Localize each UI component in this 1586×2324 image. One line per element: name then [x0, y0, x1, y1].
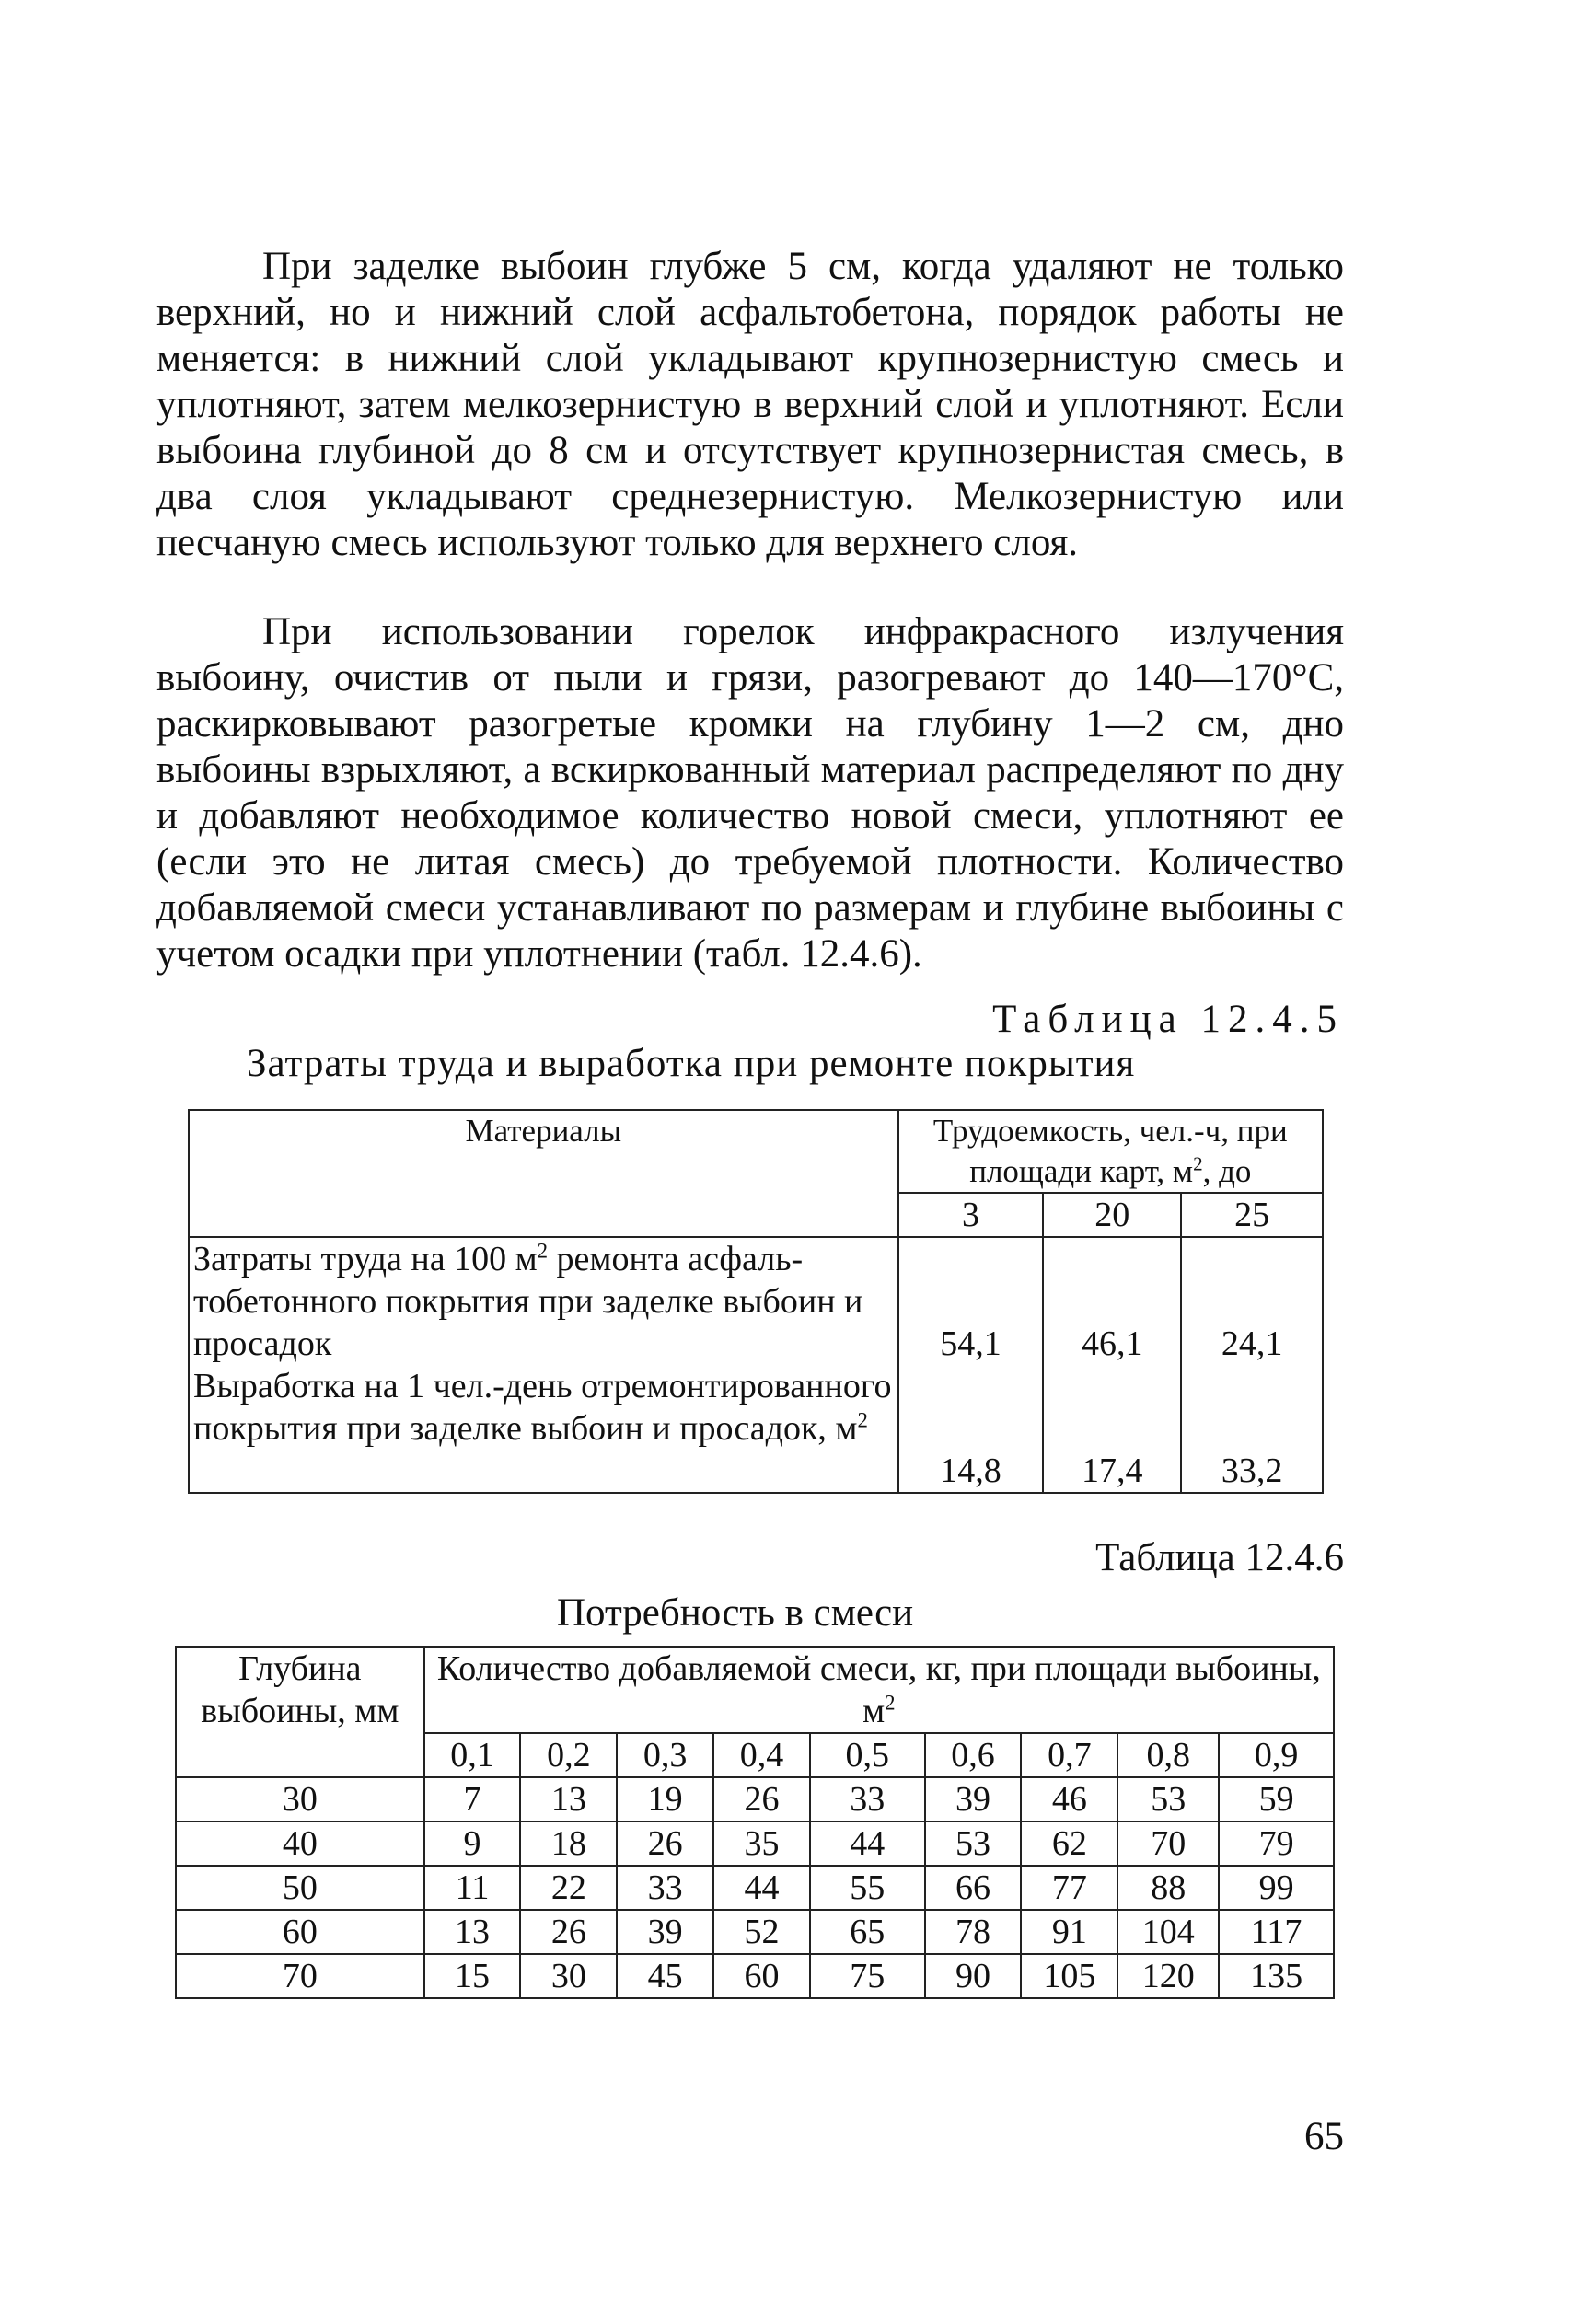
- header-area-cell: 0,3: [617, 1733, 713, 1777]
- value-cell: 135: [1219, 1954, 1334, 1998]
- header-area-cell: 0,1: [424, 1733, 521, 1777]
- value-cell: 26: [520, 1910, 617, 1954]
- value-cell: 45: [617, 1954, 713, 1998]
- value-cell: 91: [1021, 1910, 1117, 1954]
- values-area-25: 24,1 33,2: [1181, 1237, 1323, 1493]
- table-1-title: Затраты труда и выработка при ремонте покрытия: [247, 1042, 1136, 1085]
- value-cell: 55: [810, 1866, 925, 1910]
- header-materials: Материалы: [189, 1110, 898, 1237]
- header-area-cell: 0,2: [520, 1733, 617, 1777]
- header-area-cell: 0,9: [1219, 1733, 1334, 1777]
- value-cell: 33: [810, 1777, 925, 1821]
- value-cell: 35: [713, 1821, 810, 1866]
- mix-requirement-table: [175, 1646, 1335, 1999]
- value-cell: 18: [520, 1821, 617, 1866]
- value-cell: 22: [520, 1866, 617, 1910]
- header-area-20: 20: [1043, 1193, 1181, 1237]
- value-cell: 30: [520, 1954, 617, 1998]
- header-depth: Глубина выбоины, мм: [176, 1647, 424, 1777]
- table-row: [189, 1237, 1323, 1493]
- table-1-label: Таблица 12.4.5: [992, 998, 1344, 1041]
- value-cell: 52: [713, 1910, 810, 1954]
- value-cell: 11: [424, 1866, 521, 1910]
- value-cell: 62: [1021, 1821, 1117, 1866]
- table-row: [176, 1821, 1334, 1866]
- header-area-cell: 0,4: [713, 1733, 810, 1777]
- header-labor-intensity: Трудоемкость, чел.-ч, при площади карт, $м^2$, до: [898, 1110, 1323, 1193]
- value-cell: 44: [810, 1821, 925, 1866]
- table-row: [176, 1954, 1334, 1998]
- values-area-3: 54,1 14,8: [898, 1237, 1044, 1493]
- header-area-cell: 0,8: [1117, 1733, 1219, 1777]
- value-cell: 53: [925, 1821, 1022, 1866]
- value-cell: 99: [1219, 1866, 1334, 1910]
- value-cell: 90: [925, 1954, 1022, 1998]
- paragraph-pothole-deep: При заделке выбоин глубже 5 см, когда удаляют не только верхний, но и нижний слой асфальтобетона, порядок работы не меняется: в нижний слой укладывают крупнозернистую смесь и уплотняют, затем мелкозернистую в верхний слой и уплотняют. Если выбоина глубиной до 8 см и отсутствует крупнозернистая смесь, в два слоя укладывают среднезернистую. Мелкозернистую или песчаную смесь используют только для верхнего слоя.: [156, 245, 1344, 564]
- page-number: 65: [1304, 2115, 1344, 2158]
- value-cell: 13: [520, 1777, 617, 1821]
- value-cell: 88: [1117, 1866, 1219, 1910]
- value-cell: 59: [1219, 1777, 1334, 1821]
- value-cell: 75: [810, 1954, 925, 1998]
- header-area-3: 3: [898, 1193, 1044, 1237]
- value-cell: 9: [424, 1821, 521, 1866]
- value-cell: 78: [925, 1910, 1022, 1954]
- header-area-cell: 0,5: [810, 1733, 925, 1777]
- value-cell: 46: [1021, 1777, 1117, 1821]
- value-cell: 105: [1021, 1954, 1117, 1998]
- value-cell: 39: [617, 1910, 713, 1954]
- value-cell: 15: [424, 1954, 521, 1998]
- depth-cell: 70: [176, 1954, 424, 1998]
- paragraph-infrared-burners: При использовании горелок инфракрасного излучения выбоину, очистив от пыли и грязи, разогревают до 140—170°С, раскирковывают разогретые кромки на глубину 1—2 см, дно выбоины взрыхляют, а вскиркованный материал распределяют по дну и добавляют необходимое количество новой смеси, уплотняют ее (если это не литая смесь) до требуемой плотности. Количество добавляемой смеси устанавливают по размерам и глубине выбоины с учетом осадки при уплотнении (табл. 12.4.6).: [156, 610, 1344, 976]
- value-cell: 44: [713, 1866, 810, 1910]
- value-cell: 65: [810, 1910, 925, 1954]
- header-area-cell: 0,6: [925, 1733, 1022, 1777]
- table-2-title: Потребность в смеси: [557, 1591, 914, 1635]
- value-cell: 60: [713, 1954, 810, 1998]
- value-cell: 13: [424, 1910, 521, 1954]
- header-area-25: 25: [1181, 1193, 1323, 1237]
- table-2-label: Таблица 12.4.6: [1095, 1536, 1344, 1579]
- value-cell: 77: [1021, 1866, 1117, 1910]
- depth-cell: 50: [176, 1866, 424, 1910]
- value-cell: 120: [1117, 1954, 1219, 1998]
- value-cell: 70: [1117, 1821, 1219, 1866]
- value-cell: 79: [1219, 1821, 1334, 1866]
- value-cell: 26: [713, 1777, 810, 1821]
- table-header-row: [176, 1647, 1334, 1733]
- depth-cell: 60: [176, 1910, 424, 1954]
- table-row: [176, 1866, 1334, 1910]
- value-cell: 66: [925, 1866, 1022, 1910]
- row-description: Затраты труда на 100 $м^2$ ремонта асфальтобетонного покрытия при заделке выбоин и просадок Выработка на 1 чел.-день отремонтированного покрытия при заделке выбоин и просадок, $м^2$: [189, 1237, 898, 1493]
- header-mix-amount: Количество добавляемой смеси, кг, при площади выбоины, $м^2$: [424, 1647, 1334, 1733]
- value-cell: 19: [617, 1777, 713, 1821]
- table-header-row: [189, 1110, 1323, 1193]
- values-area-20: 46,1 17,4: [1043, 1237, 1181, 1493]
- table-row: [176, 1910, 1334, 1954]
- value-cell: 7: [424, 1777, 521, 1821]
- table-row: [176, 1777, 1334, 1821]
- value-cell: 39: [925, 1777, 1022, 1821]
- value-cell: 26: [617, 1821, 713, 1866]
- header-area-cell: 0,7: [1021, 1733, 1117, 1777]
- value-cell: 33: [617, 1866, 713, 1910]
- depth-cell: 30: [176, 1777, 424, 1821]
- value-cell: 53: [1117, 1777, 1219, 1821]
- depth-cell: 40: [176, 1821, 424, 1866]
- value-cell: 104: [1117, 1910, 1219, 1954]
- labor-costs-table: [188, 1109, 1324, 1494]
- value-cell: 117: [1219, 1910, 1334, 1954]
